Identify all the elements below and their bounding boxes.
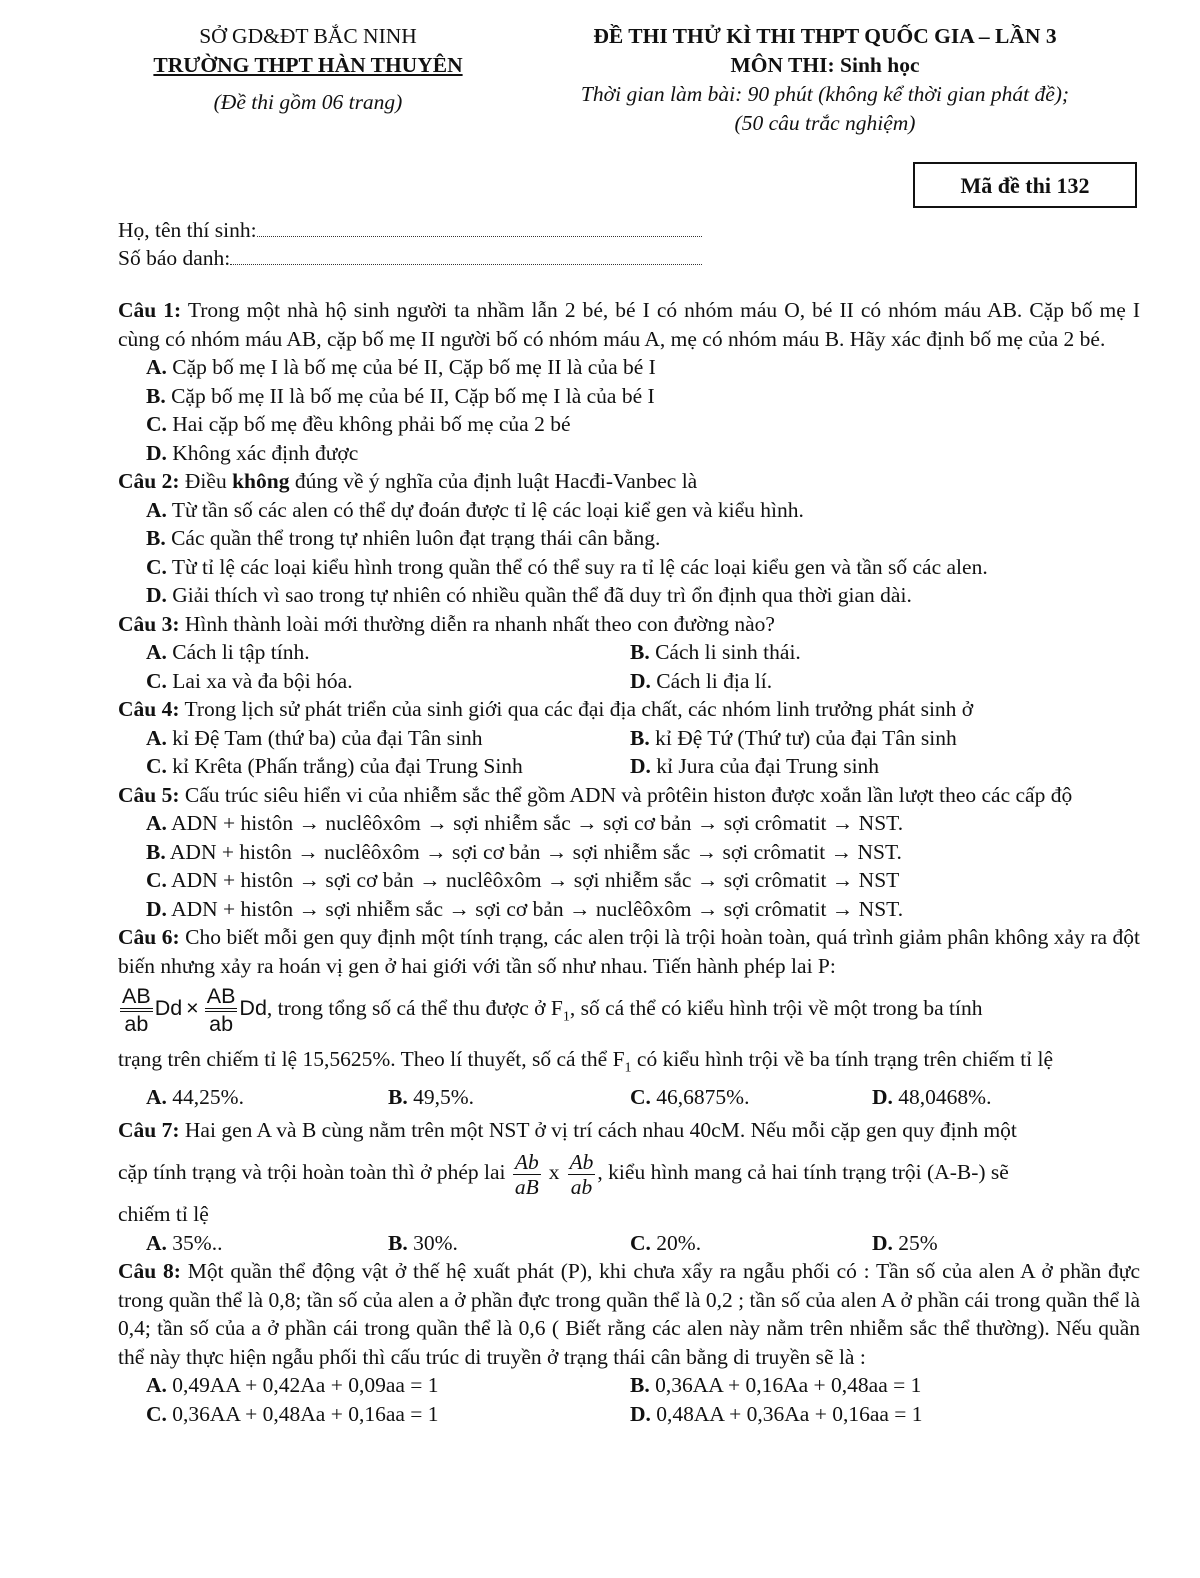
student-name-field: [257, 218, 702, 237]
option-a: [118, 496, 1140, 525]
option-text: 44,25%.: [166, 1085, 244, 1110]
option-text: 30%.: [407, 1230, 458, 1255]
option-c: [118, 410, 1140, 439]
genotype-fraction: $\frac{AB}{ab}$: [122, 984, 151, 1037]
option-d: [872, 1083, 1114, 1112]
option-key: A.: [146, 1230, 167, 1255]
option-d: [872, 1229, 1114, 1258]
question-label: Câu 7:: [118, 1117, 180, 1142]
option-a: [118, 353, 1140, 382]
question-label: Câu 1:: [118, 298, 182, 322]
option-key: D.: [146, 896, 167, 921]
question-label: Câu 2:: [118, 469, 180, 493]
question-text: chiếm tỉ lệ: [118, 1202, 209, 1227]
pages-note: (Đề thi gồm 06 trang): [213, 90, 403, 114]
option-b: [118, 524, 1140, 553]
option-text: Các quần thể trong tự nhiên luôn đạt trạng thái cân bằng.: [165, 526, 661, 550]
option-c: [630, 1229, 872, 1258]
question-text: Cấu trúc siêu hiển vi của nhiễm sắc thể gồm ADN và prôtêin histon được xoắn lần lượt theo các cấp độ: [179, 782, 1073, 807]
option-text: Không xác định được: [166, 440, 359, 465]
cross-formula-line: $\frac{AB}{ab}$ Dd × $\frac{AB}{ab}$ Dd, trong tổng số cá thể thu được ở $F_1$, số cá thể có kiểu hình trội về một trong ba tính: [122, 984, 983, 1037]
question-emphasis: không: [232, 469, 290, 493]
option-key: D.: [630, 1401, 651, 1426]
option-key: B.: [630, 1373, 650, 1398]
header-right: [520, 22, 1130, 138]
question-text: Trong một nhà hộ sinh người ta nhầm lẫn 2 bé, bé I có nhóm máu O, bé II có nhóm máu AB. Cặp bố mẹ I cùng có nhóm máu AB, cặp bố mẹ II người bố có nhóm máu A, mẹ có nhóm máu B. Hãy xác định bố mẹ của 2 bé.: [118, 298, 1140, 351]
option-key: B.: [388, 1085, 408, 1110]
question-text: Cho biết mỗi gen quy định một tính trạng, các alen trội là trội hoàn toàn, quá trình giảm phân không xảy ra đột biến nhưng xảy ra hoán vị gen ở hai giới với tần số như nhau. Tiến hành phép lai P:: [118, 925, 1140, 978]
question-2: [118, 467, 1140, 610]
option-key: B.: [146, 839, 166, 864]
option-key: C.: [146, 668, 167, 693]
option-a: [146, 724, 630, 753]
question-3: [118, 610, 1140, 696]
option-key: A.: [146, 725, 167, 750]
option-text: Từ tần số các alen có thể dự đoán được tỉ lệ các loại kiể gen và kiểu hình.: [166, 497, 804, 522]
option-text: kỉ Đệ Tứ (Thứ tư) của đại Tân sinh: [649, 725, 957, 750]
option-key: A.: [146, 1085, 167, 1110]
option-text: Cách li tập tính.: [166, 640, 310, 664]
option-text: kỉ Krêta (Phấn trắng) của đại Trung Sinh: [166, 754, 523, 778]
option-text: 25%: [892, 1230, 938, 1255]
option-key: C.: [630, 1085, 651, 1110]
school-name: TRƯỜNG THPT HÀN THUYÊN: [153, 53, 463, 77]
option-text: 35%..: [166, 1230, 223, 1255]
option-key: B.: [388, 1230, 408, 1255]
option-text: Cách li địa lí.: [650, 668, 773, 693]
student-id-field: [230, 246, 702, 265]
option-text: 0,36AA + 0,48Aa + 0,16aa = 1: [166, 1401, 439, 1426]
option-a: [146, 1371, 630, 1400]
question-label: Câu 5:: [118, 782, 180, 807]
option-d: [118, 439, 1140, 468]
option-text: 0,36AA + 0,16Aa + 0,48aa = 1: [649, 1373, 922, 1398]
option-key: D.: [146, 583, 167, 607]
option-c: [630, 1083, 872, 1112]
option-text: kỉ Jura của đại Trung sinh: [650, 754, 880, 778]
option-text: 0,49AA + 0,42Aa + 0,09aa = 1: [166, 1373, 439, 1398]
cross-formula-line: cặp tính trạng và trội hoàn toàn thì ở phép lai $\frac{Ab}{aB}$ x $\frac{Ab}{ab}$ , kiểu hình mang cả hai tính trạng trội (A-B-) sẽ: [118, 1149, 1009, 1199]
question-label: Câu 4:: [118, 697, 180, 721]
option-key: D.: [872, 1085, 893, 1110]
question-7: [118, 1116, 1140, 1258]
option-text: kỉ Đệ Tam (thứ ba) của đại Tân sinh: [166, 725, 483, 750]
option-b: [630, 638, 1114, 667]
exam-code-box: Mã đề thi 132: [913, 162, 1137, 208]
question-label: Câu 8:: [118, 1259, 181, 1284]
option-key: D.: [146, 440, 167, 465]
option-key: B.: [146, 383, 166, 408]
option-key: D.: [630, 754, 651, 778]
option-key: C.: [146, 1401, 167, 1426]
option-key: C.: [146, 412, 167, 436]
question-1: [118, 296, 1140, 467]
option-c: [146, 1400, 630, 1429]
question-text: Một quần thể động vật ở thế hệ xuất phát (P), khi chưa xẩy ra ngẫu phối có : Tần số của alen A ở phần đực trong quần thể là 0,8; tần số của alen a ở phần đực trong quần thể là 0,2 ; tần số của alen A ở phần cái trong quần thể là 0,4; tần số của a ở phần cái trong quần thể là 0,6 ( Biết rằng các alen này nằm trên nhiễm sắc thể thường). Nếu quần thể này thực hiện ngẫu phối thì cấu trúc di truyền ở trạng thái cân bằng di truyền sẽ là :: [118, 1259, 1140, 1369]
option-d: [630, 752, 1114, 781]
option-text: 0,48AA + 0,36Aa + 0,16aa = 1: [650, 1401, 923, 1426]
exam-title: ĐỀ THI THỬ KÌ THI THPT QUỐC GIA – LẦN 3: [593, 24, 1057, 48]
exam-time: Thời gian làm bài: 90 phút (không kể thời gian phát đề);: [580, 82, 1070, 106]
option-text: 49,5%.: [407, 1085, 475, 1110]
option-key: A.: [146, 355, 167, 379]
option-key: B.: [630, 640, 650, 664]
option-key: A.: [146, 497, 167, 522]
option-key: C.: [146, 868, 167, 892]
option-text: ADN + histôn → sợi nhiễm sắc → sợi cơ bản → nuclêôxôm → sợi crômatit → NST.: [166, 896, 904, 921]
option-a: [146, 1229, 388, 1258]
option-key: B.: [630, 725, 650, 750]
question-5: [118, 781, 1140, 924]
questions-area: [118, 296, 1140, 1428]
option-key: A.: [146, 1373, 167, 1398]
option-a: [146, 638, 630, 667]
option-b: [630, 724, 1114, 753]
question-label: Câu 3:: [118, 611, 180, 636]
question-4: [118, 695, 1140, 781]
option-key: A.: [146, 640, 167, 664]
option-text: ADN + histôn → nuclêôxôm → sợi nhiễm sắc → sợi cơ bản → sợi crômatit → NST.: [166, 811, 904, 835]
option-key: D.: [872, 1230, 893, 1255]
option-text: ADN + histôn → sợi cơ bản → nuclêôxôm → sợi nhiễm sắc → sợi crômatit → NST: [166, 868, 900, 892]
option-b: [388, 1083, 630, 1112]
genotype-fraction: $\frac{Ab}{ab}$: [569, 1149, 594, 1199]
option-b: [388, 1229, 630, 1258]
option-text: ADN + histôn → nuclêôxôm → sợi cơ bản → sợi nhiễm sắc → sợi crômatit → NST.: [165, 839, 902, 864]
option-text: Lai xa và đa bội hóa.: [166, 668, 353, 693]
option-a: [146, 1083, 388, 1112]
option-key: C.: [146, 754, 167, 778]
header-left: [118, 22, 498, 117]
student-name-line: [118, 216, 702, 244]
student-id-label: Số báo danh:: [118, 246, 231, 270]
option-c: [118, 866, 1140, 895]
question-6: Câu 6: Cho biết mỗi gen quy định một tính trạng, các alen trội là trội hoàn toàn, quá trình giảm phân không xảy ra đột biến nhưng xảy ra hoán vị gen ở hai giới với tần số như nhau. Tiến hành phép lai P: $\frac{AB}{ab}$ Dd × $\frac{AB}{ab}$ Dd, trong tổng số cá thể thu được ở $F_1$, số cá thể có kiểu hình trội về một trong ba tính trạng trên chiếm tỉ lệ 15,5625%. Theo lí thuyết, số cá thể $F_1$ có kiểu hình trội về ba tính trạng trên chiếm tỉ lệ A. 44,25%. B. 49,5%. C. 46,6875%. D. 48,0468%.: [118, 923, 1140, 1112]
question-8: [118, 1257, 1140, 1428]
question-text: Hai gen A và B cùng nằm trên một NST ở vị trí cách nhau 40cM. Nếu mỗi cặp gen quy định một: [179, 1117, 1017, 1142]
option-a: [118, 809, 1140, 838]
option-c: [146, 752, 630, 781]
option-key: C.: [146, 554, 167, 579]
question-text: Điều: [179, 469, 233, 493]
option-text: Hai cặp bố mẹ đều không phải bố mẹ của 2 bé: [166, 412, 571, 436]
option-c: [118, 553, 1140, 582]
option-key: C.: [630, 1230, 651, 1255]
option-key: B.: [146, 526, 166, 550]
option-d: [118, 895, 1140, 924]
option-d: [630, 667, 1114, 696]
option-text: Cặp bố mẹ II là bố mẹ của bé II, Cặp bố mẹ I là của bé I: [165, 383, 655, 408]
genotype-fraction: $\frac{AB}{ab}$: [206, 984, 236, 1037]
option-b: [630, 1371, 1114, 1400]
option-c: [146, 667, 630, 696]
option-text: 46,6875%.: [650, 1085, 750, 1110]
option-b: [118, 382, 1140, 411]
option-d: [118, 581, 1140, 610]
option-text: Giải thích vì sao trong tự nhiên có nhiều quần thể đã duy trì ổn định qua thời gian dài.: [166, 583, 912, 607]
question-label: Câu 6:: [118, 925, 180, 949]
option-d: [630, 1400, 1114, 1429]
exam-subject: MÔN THI: Sinh học: [730, 53, 920, 77]
question-text: đúng về ý nghĩa của định luật Hacđi-Vanbec là: [289, 469, 698, 493]
option-text: 48,0468%.: [892, 1085, 992, 1110]
student-id-line: [118, 244, 702, 272]
genotype-fraction: $\frac{Ab}{aB}$: [514, 1149, 539, 1199]
option-key: D.: [630, 668, 651, 693]
student-name-label: Họ, tên thí sinh:: [118, 218, 257, 242]
question-text: Trong lịch sử phát triển của sinh giới qua các đại địa chất, các nhóm linh trưởng phát sinh ở: [179, 697, 974, 721]
question-count: (50 câu trắc nghiệm): [734, 111, 916, 135]
option-b: [118, 838, 1140, 867]
option-text: Cách li sinh thái.: [649, 640, 801, 664]
question-text: Hình thành loài mới thường diễn ra nhanh nhất theo con đường nào?: [179, 611, 775, 636]
department-name: SỞ GD&ĐT BẮC NINH: [199, 24, 417, 48]
option-text: 20%.: [650, 1230, 702, 1255]
option-key: A.: [146, 811, 167, 835]
option-text: Cặp bố mẹ I là bố mẹ của bé II, Cặp bố mẹ II là của bé I: [166, 355, 656, 379]
option-text: Từ tỉ lệ các loại kiểu hình trong quần thể có thể suy ra tỉ lệ các loại kiểu gen và tần số các alen.: [166, 554, 988, 579]
